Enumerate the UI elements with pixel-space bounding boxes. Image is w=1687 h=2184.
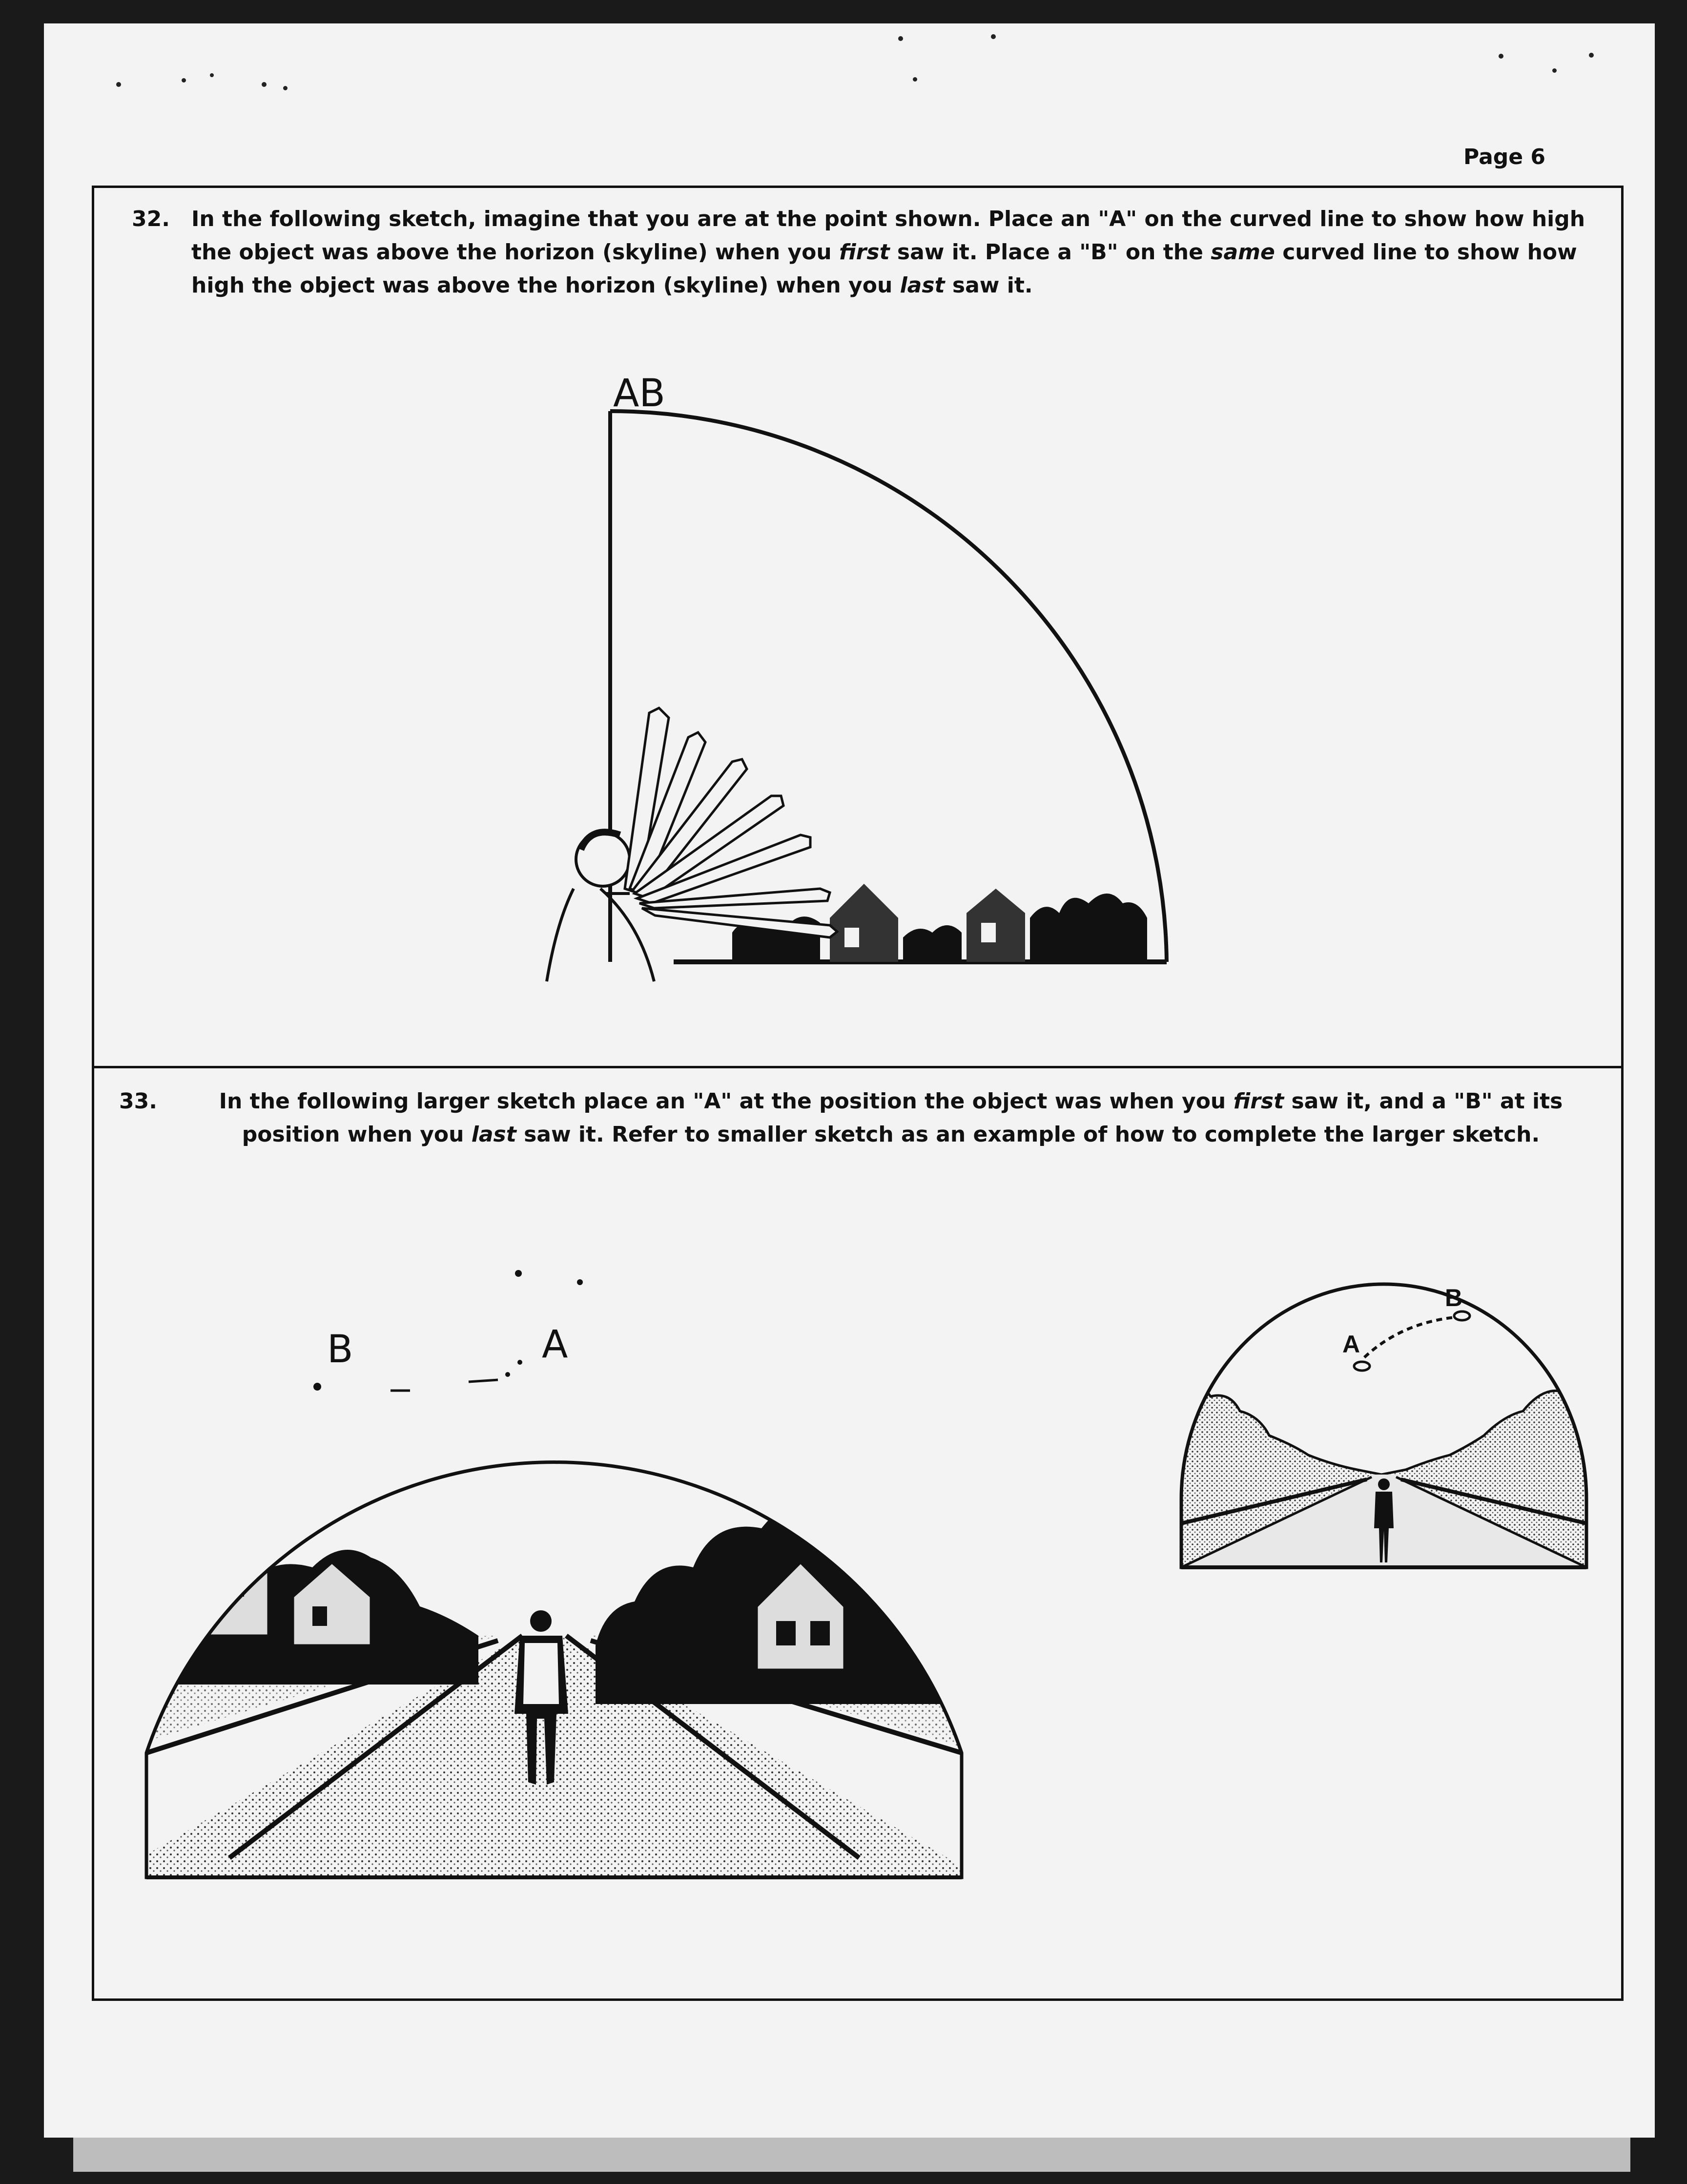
question-text xyxy=(191,203,1587,302)
emphasis-first: first xyxy=(839,240,890,265)
handwritten-a: A xyxy=(542,1323,568,1367)
question-33 xyxy=(119,1085,1608,1158)
question-number: 32. xyxy=(132,207,170,231)
text-run: saw it. xyxy=(945,273,1033,298)
question-text xyxy=(176,1085,1606,1151)
scan-speck xyxy=(116,82,121,87)
question-number: 33. xyxy=(119,1089,157,1114)
handwritten-answer-32: AB xyxy=(613,372,665,416)
scan-speck xyxy=(913,77,917,82)
emphasis-last: last xyxy=(900,273,945,298)
scan-speck xyxy=(1589,53,1594,58)
handwritten-answer-33 xyxy=(313,1323,568,1391)
text-run: In the following sketch, imagine that you are at the point shown. Place an "A" on the curved line to show how high the object was above the horizon (skyline) when you xyxy=(191,207,1585,265)
emphasis-first: first xyxy=(1233,1089,1284,1114)
scan-speck xyxy=(182,78,186,83)
elevation-sketch xyxy=(527,371,1186,1001)
scan-speck xyxy=(898,36,903,41)
large-street-sketch xyxy=(107,1265,981,1885)
scan-speck xyxy=(262,82,267,87)
section-divider xyxy=(92,1066,1624,1068)
question-32 xyxy=(132,203,1586,310)
scan-speck xyxy=(1552,68,1557,73)
text-run: curved line to show how high the object was above the horizon (skyline) when you xyxy=(191,240,1577,298)
scan-speck xyxy=(1499,54,1503,59)
text-run: In the following larger sketch place an "A" at the position the object was when you xyxy=(219,1089,1234,1114)
emphasis-last: last xyxy=(471,1122,516,1147)
text-run: saw it, and a "B" at its position when you xyxy=(242,1089,1563,1147)
text-run: saw it. Refer to smaller sketch as an example of how to complete the larger sketch. xyxy=(516,1122,1540,1147)
example-sketch xyxy=(1172,1269,1591,1582)
text-run: saw it. Place a "B" on the xyxy=(889,240,1211,265)
pointing-arms xyxy=(625,708,837,937)
example-label-b: B xyxy=(1445,1284,1463,1311)
scan-speck xyxy=(283,86,288,90)
scan-speck xyxy=(991,34,996,39)
right-trees-houses xyxy=(596,1489,967,1704)
emphasis-same: same xyxy=(1211,240,1275,265)
example-label-a: A xyxy=(1342,1331,1360,1358)
scan-speck xyxy=(210,73,214,77)
scan-bottom-edge xyxy=(73,2138,1630,2172)
example-path-a-to-b xyxy=(1342,1284,1470,1371)
page-number: Page 6 xyxy=(1463,145,1546,169)
handwritten-b: B xyxy=(327,1328,353,1372)
